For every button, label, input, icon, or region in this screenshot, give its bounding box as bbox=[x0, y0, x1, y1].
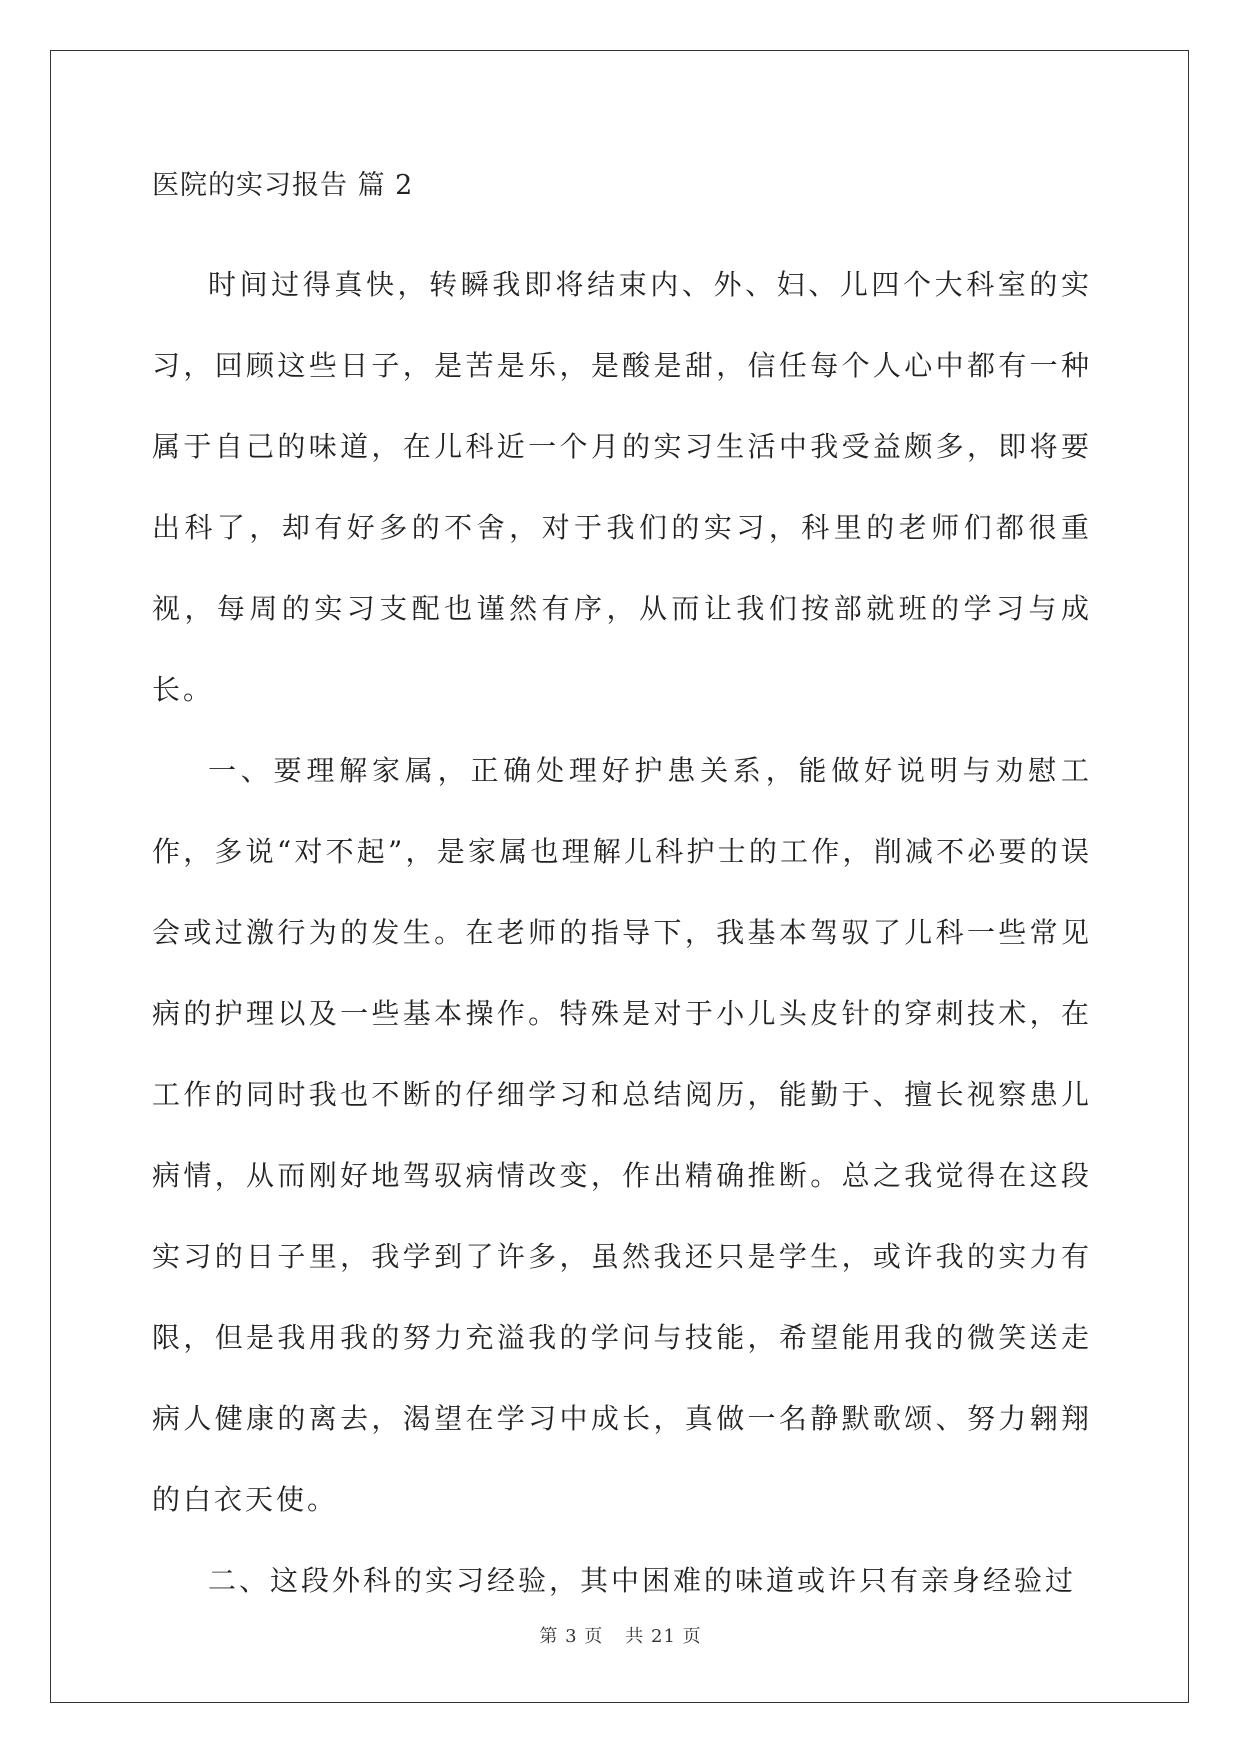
document-body bbox=[152, 168, 1092, 1621]
page-footer bbox=[0, 1622, 1241, 1648]
paragraph-point-one: 一、要理解家属，正确处理好护患关系，能做好说明与劝慰工作，多说“对不起”，是家属也理解儿科护士的工作，削减不必要的误会或过激行为的发生。在老师的指导下，我基本驾驭了儿科一些常见病的护理以及一些基本操作。特殊是对于小儿头皮针的穿刺技术，在工作的同时我也不断的仔细学习和总结阅历，能勤于、擅长视察患儿病情，从而刚好地驾驭病情改变，作出精确推断。总之我觉得在这段实习的日子里，我学到了许多，虽然我还只是学生，或许我的实力有限，但是我用我的努力充溢我的学问与技能，希望能用我的微笑送走病人健康的离去，渴望在学习中成长，真做一名静默歌颂、努力翱翔的白衣天使。 bbox=[152, 754, 1092, 1516]
page-number: 第 3 页 bbox=[539, 1626, 604, 1647]
document-title: 医院的实习报告 篇 2 bbox=[152, 170, 414, 201]
page-total: 共 21 页 bbox=[625, 1626, 702, 1647]
paragraph-intro: 时间过得真快，转瞬我即将结束内、外、妇、儿四个大科室的实习，回顾这些日子，是苦是乐，是酸是甜，信任每个人心中都有一种属于自己的味道，在儿科近一个月的实习生活中我受益颇多，即将要出科了，却有好多的不舍，对于我们的实习，科里的老师们都很重视，每周的实习支配也谨然有序，从而让我们按部就班的学习与成长。 bbox=[152, 268, 1092, 706]
paragraph-point-two: 二、这段外科的实习经验，其中困难的味道或许只有亲身经验过 bbox=[208, 1564, 1077, 1597]
